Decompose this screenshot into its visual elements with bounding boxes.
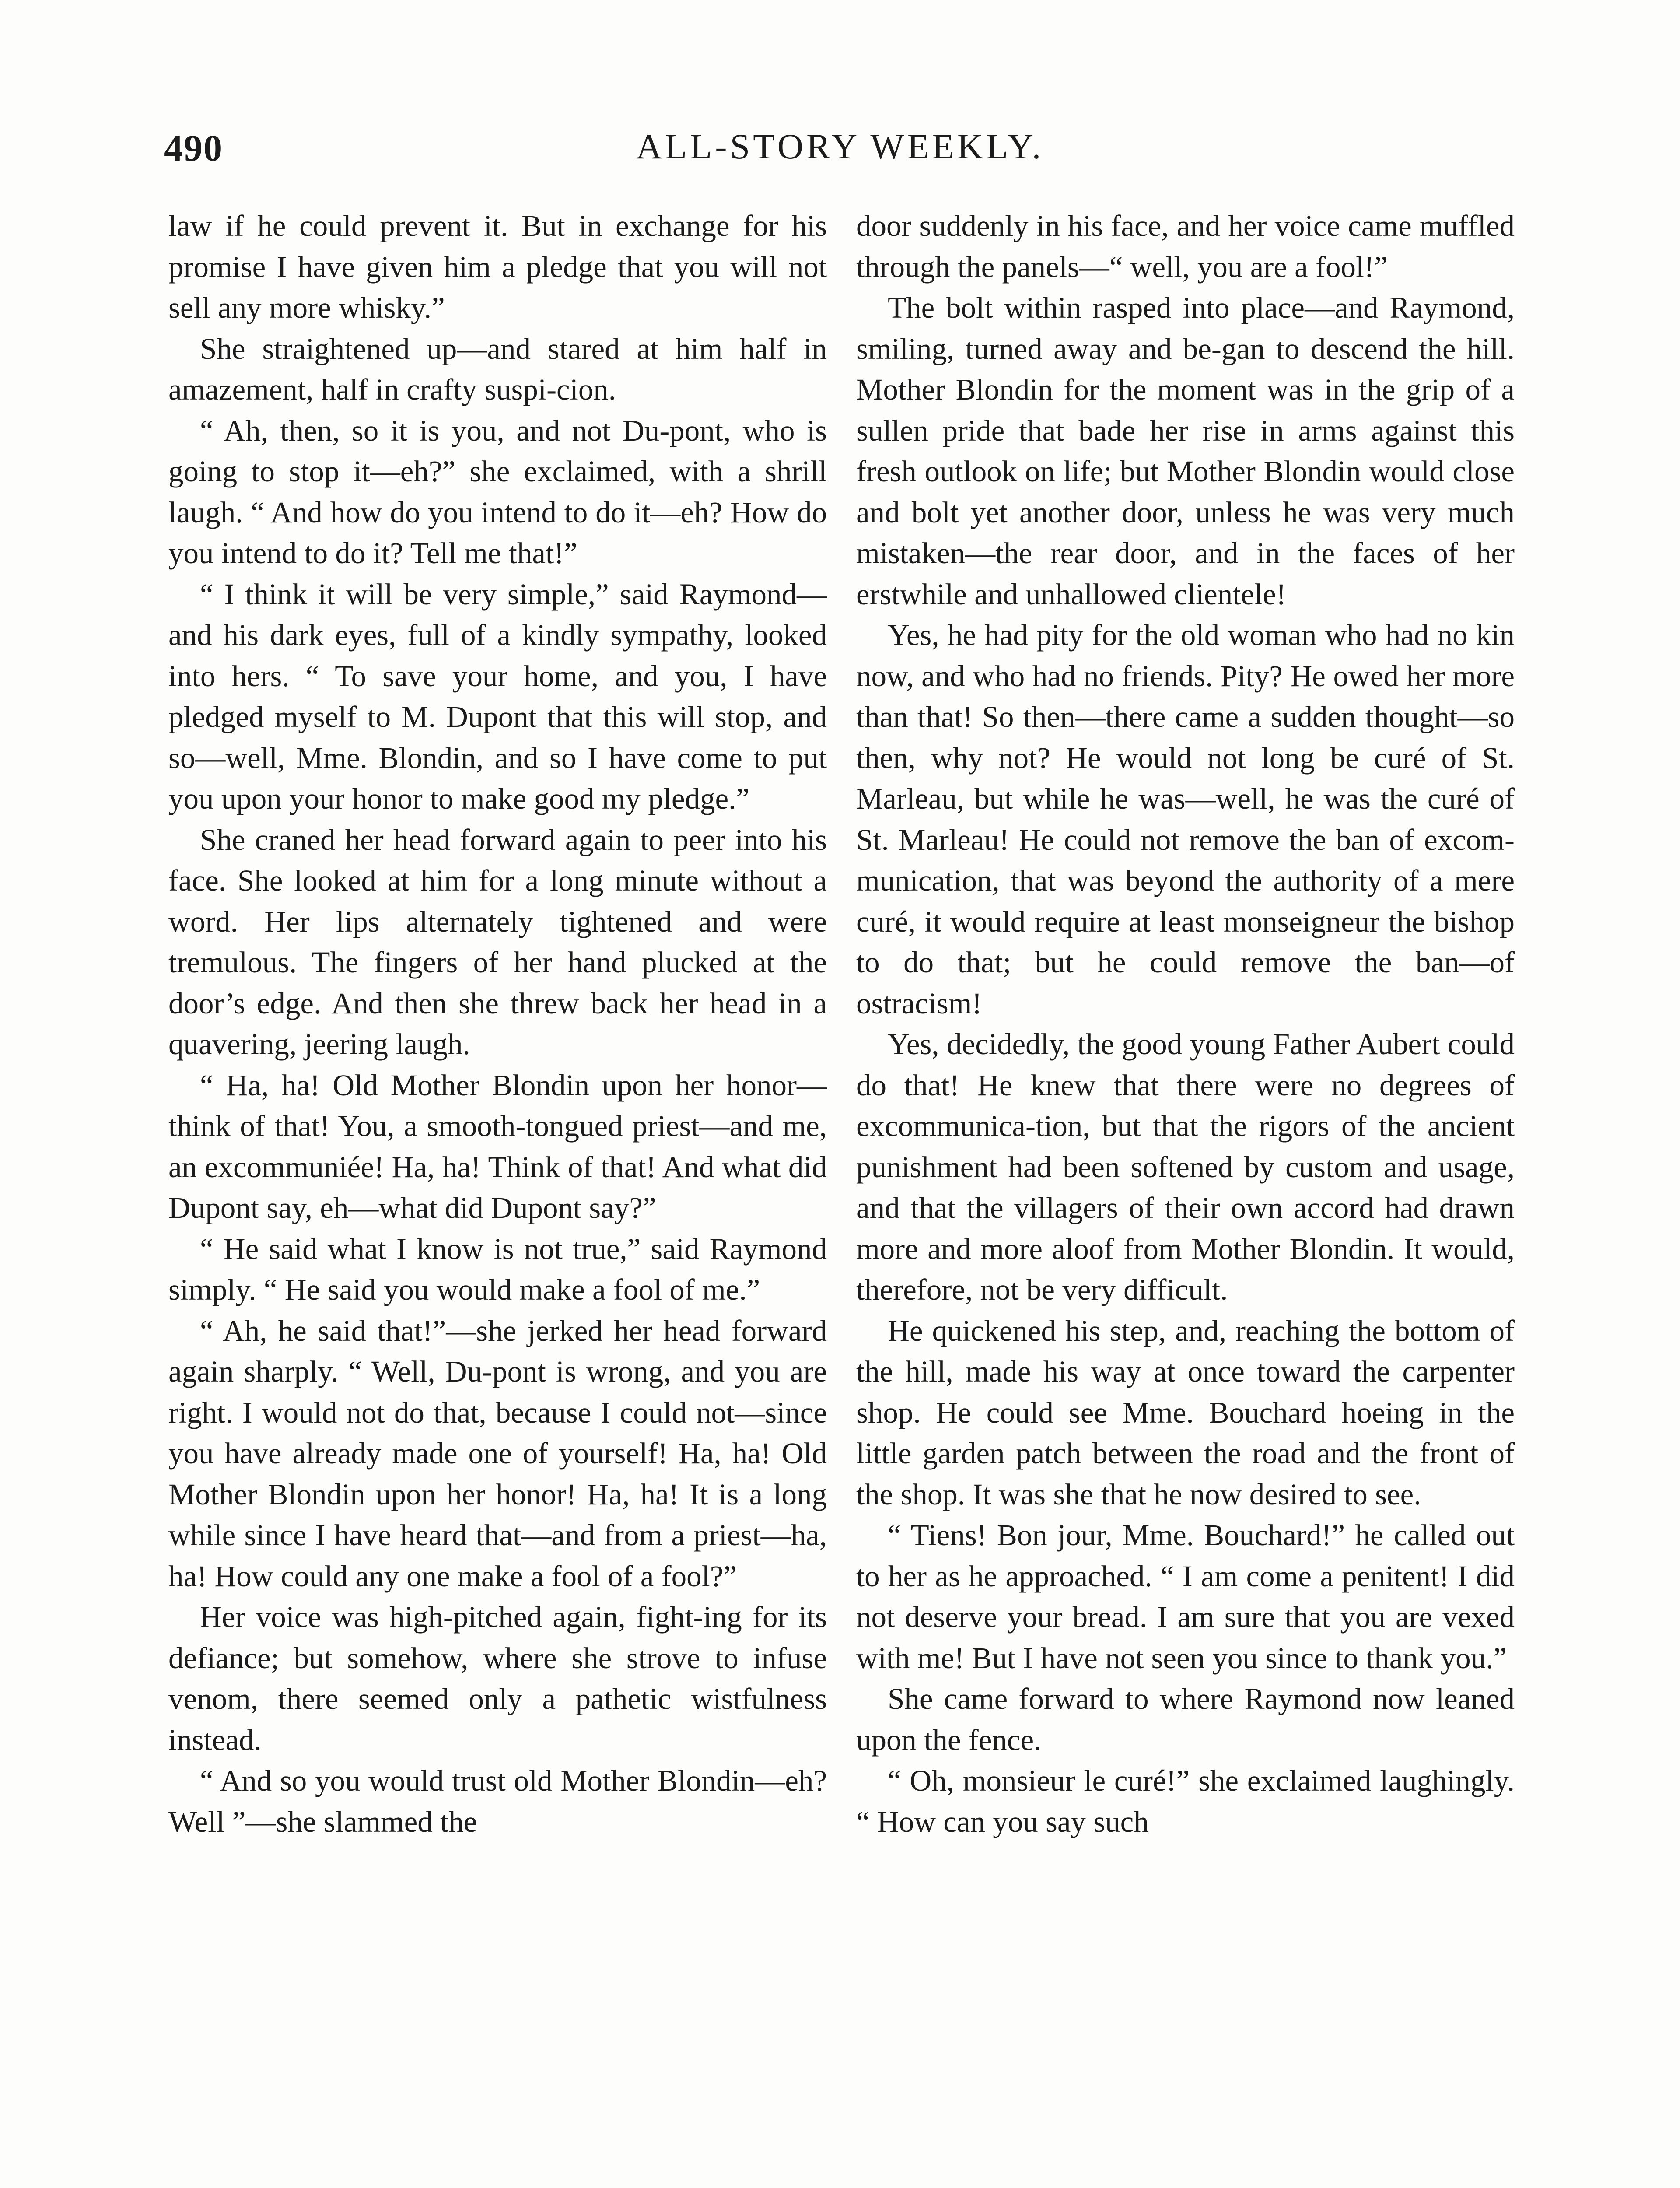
paragraph: Her voice was high-pitched again, fight-ing for its defiance; but somehow, where she strove to infuse venom, there seemed only a pathetic wistfulness instead. — [168, 1600, 827, 1757]
paragraph: She straightened up—and stared at him half in amazement, half in crafty suspi-cion. — [168, 332, 827, 406]
paragraph: “ Ah, he said that!”—she jerked her head forward again sharply. “ Well, Du-pont is wrong, and you are right. I would not do that, because I could not—since you have already made one of yourself! Ha, ha! Old Mother Blondin upon her honor! Ha, ha! It is a long while since I have heard that—and from a priest—ha, ha! How could any one make a fool of a fool?” — [168, 1314, 827, 1593]
paragraph: “ Oh, monsieur le curé!” she exclaimed laughingly. “ How can you say such — [856, 1764, 1515, 1838]
paragraph: The bolt within rasped into place—and Raymond, smiling, turned away and be-gan to descend the hill. Mother Blondin for the moment was in the grip of a sullen pride that bade her rise in arms against this fresh outlook on life; but Mother Blondin would close and bolt yet another door, unless he was very much mistaken—the rear door, and in the faces of her erstwhile and unhallowed clientele! — [856, 291, 1515, 611]
paragraph: “ Tiens! Bon jour, Mme. Bouchard!” he called out to her as he approached. “ I am come a penitent! I did not deserve your bread. I am sure that you are vexed with me! But I have not seen you since to thank you.” — [856, 1518, 1515, 1675]
paragraph: “ Ha, ha! Old Mother Blondin upon her honor—think of that! You, a smooth-tongued priest—and me, an excommuniée! Ha, ha! Think of that! And what did Dupont say, eh—what did Dupont say?” — [168, 1068, 827, 1224]
paragraph: law if he could prevent it. But in exchange for his promise I have given him a pledge that you will not sell any more whisky.” — [168, 209, 827, 324]
page-number: 490 — [164, 127, 223, 169]
left-column — [168, 206, 827, 1842]
paragraph: Yes, he had pity for the old woman who had no kin now, and who had no friends. Pity? He owed her more than that! So then—there came a sudden thought—so then, why not? He would not long be curé of St. Marleau, but while he was—well, he was the curé of St. Marleau! He could not remove the ban of excom-munication, that was beyond the authority of a mere curé, it would require at least monseigneur the bishop to do that; but he could remove the ban—of ostracism! — [856, 618, 1515, 1020]
right-column — [856, 206, 1515, 1842]
paragraph: door suddenly in his face, and her voice came muffled through the panels—“ well, you are a fool!” — [856, 209, 1515, 284]
running-head: ALL-STORY WEEKLY. — [636, 126, 1044, 166]
paragraph: “ And so you would trust old Mother Blondin—eh? Well ”—she slammed the — [168, 1764, 827, 1838]
paragraph: Yes, decidedly, the good young Father Aubert could do that! He knew that there were no degrees of excommunica-tion, but that the rigors of the ancient punishment had been softened by custom and usage, and that the villagers of their own accord had drawn more and more aloof from Mother Blondin. It would, therefore, not be very difficult. — [856, 1027, 1515, 1306]
paragraph: He quickened his step, and, reaching the bottom of the hill, made his way at once toward the carpenter shop. He could see Mme. Bouchard hoeing in the little garden patch between the road and the front of the shop. It was she that he now desired to see. — [856, 1314, 1515, 1511]
paragraph: “ Ah, then, so it is you, and not Du-pont, who is going to stop it—eh?” she exclaimed, with a shrill laugh. “ And how do you intend to do it—eh? How do you intend to do it? Tell me that!” — [168, 414, 827, 570]
paragraph: “ He said what I know is not true,” said Raymond simply. “ He said you would make a fool of me.” — [168, 1232, 827, 1306]
paragraph: She craned her head forward again to peer into his face. She looked at him for a long minute without a word. Her lips alternately tightened and were tremulous. The fingers of her hand plucked at the door’s edge. And then she threw back her head in a quavering, jeering laugh. — [168, 823, 827, 1061]
paragraph: “ I think it will be very simple,” said Raymond—and his dark eyes, full of a kindly sympathy, looked into hers. “ To save your home, and you, I have pledged myself to M. Dupont that this will stop, and so—well, Mme. Blondin, and so I have come to put you upon your honor to make good my pledge.” — [168, 577, 827, 815]
paragraph: She came forward to where Raymond now leaned upon the fence. — [856, 1682, 1515, 1757]
